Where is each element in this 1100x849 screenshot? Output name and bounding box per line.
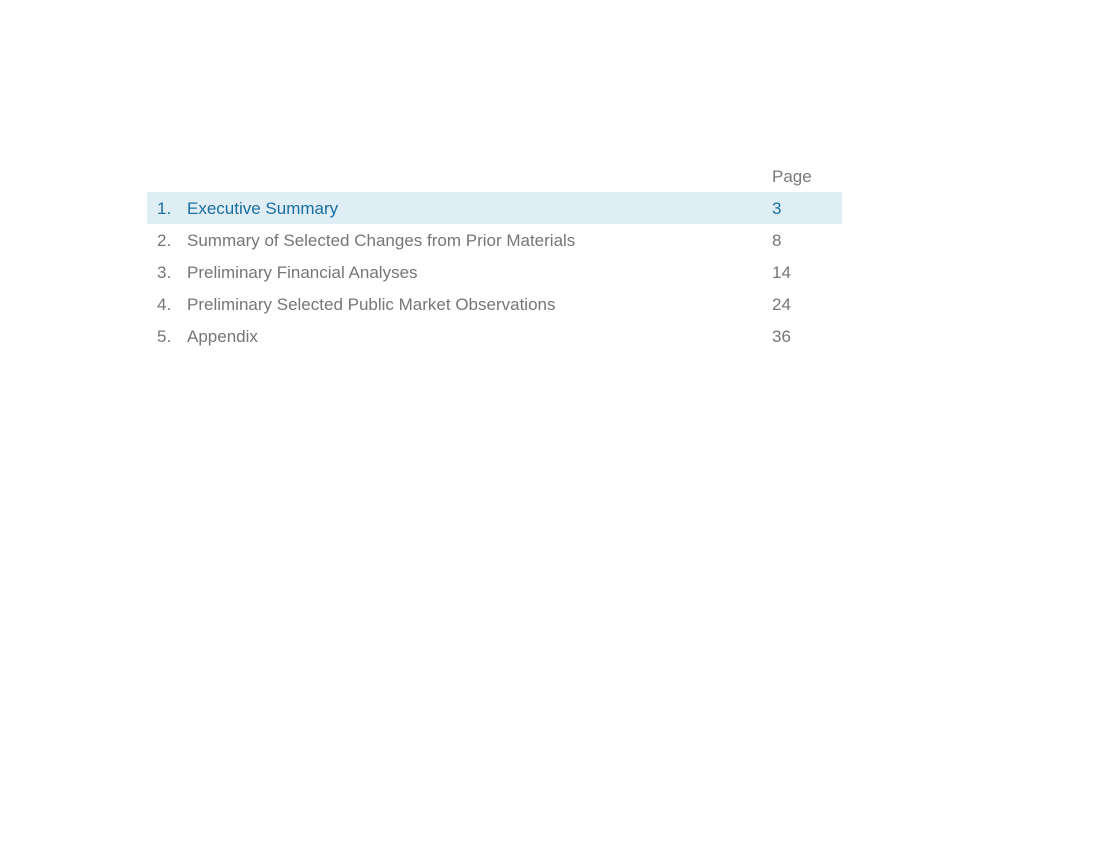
toc-item-number: 2.	[157, 231, 172, 250]
toc-item-summary-of-changes[interactable]	[147, 224, 842, 256]
toc-item-page: 24	[772, 295, 791, 314]
toc-item-number: 1.	[157, 199, 172, 218]
toc-item-title: Preliminary Financial Analyses	[187, 263, 418, 282]
toc-item-page: 14	[772, 263, 791, 282]
toc-item-number: 3.	[157, 263, 172, 282]
toc-item-title: Preliminary Selected Public Market Observations	[187, 295, 556, 314]
page-column-label: Page	[772, 167, 812, 186]
toc-item-page: 3	[772, 199, 782, 218]
table-of-contents	[147, 161, 842, 352]
toc-item-public-market-observations[interactable]	[147, 288, 842, 320]
toc-item-executive-summary[interactable]	[147, 192, 842, 224]
toc-header	[147, 161, 842, 192]
toc-item-number: 4.	[157, 295, 172, 314]
toc-item-title: Executive Summary	[187, 199, 339, 218]
toc-item-financial-analyses[interactable]	[147, 256, 842, 288]
toc-item-appendix[interactable]	[147, 320, 842, 352]
toc-item-page: 36	[772, 327, 791, 346]
toc-item-title: Appendix	[187, 327, 258, 346]
toc-item-page: 8	[772, 231, 782, 250]
toc-item-number: 5.	[157, 327, 172, 346]
toc-item-title: Summary of Selected Changes from Prior Materials	[187, 231, 576, 250]
